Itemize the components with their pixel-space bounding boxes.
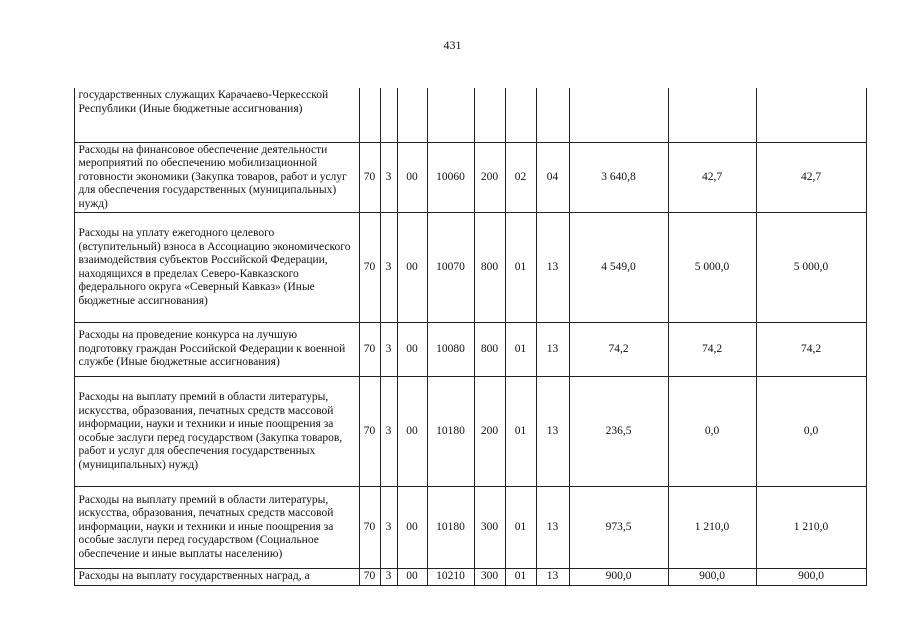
row-cell-c2: 3 xyxy=(380,487,397,569)
row-cell-c3: 00 xyxy=(397,323,427,377)
row-cell-c1: 70 xyxy=(359,569,380,586)
row-cell-v1: 3 640,8 xyxy=(569,142,668,213)
row-cell-c5: 300 xyxy=(474,487,505,569)
row-cell-c1: 70 xyxy=(359,487,380,569)
table-row xyxy=(40,569,866,586)
row-cell-c5: 800 xyxy=(474,323,505,377)
row-cell-v3: 1 210,0 xyxy=(756,487,866,569)
row-cell-c3: 00 xyxy=(397,213,427,323)
row-description: Расходы на уплату ежегодного целевого (вступительный) взноса в Ассоциацию экономического взаимодействия субъектов Российской Федерации, находящихся в пределах Северо-Кавказского федерального округа «Северный Кавказ» (Иные бюджетные ассигнования) xyxy=(74,213,359,323)
row-cell-v2: 5 000,0 xyxy=(668,213,756,323)
row-index-cell xyxy=(40,142,74,213)
row-cell-c3: 00 xyxy=(397,487,427,569)
table-row xyxy=(40,88,866,142)
row-cell-c5: 200 xyxy=(474,142,505,213)
row-cell-c1: 70 xyxy=(359,142,380,213)
page-number: 431 xyxy=(443,38,462,52)
row-cell-c7: 13 xyxy=(536,213,569,323)
row-cell-v3: 900,0 xyxy=(756,569,866,586)
row-cell-c2: 3 xyxy=(380,323,397,377)
row-cell-c7 xyxy=(536,88,569,142)
row-cell-c5: 800 xyxy=(474,213,505,323)
row-cell-c7: 04 xyxy=(536,142,569,213)
row-description: Расходы на выплату премий в области литературы, искусства, образования, печатных средств массовой информации, науки и техники и иные поощрения за особые заслуги перед государством (Закупка товаров, работ и услуг для обеспечения государственных (муниципальных) нужд) xyxy=(74,377,359,487)
row-cell-v2: 0,0 xyxy=(668,377,756,487)
row-cell-c4: 10080 xyxy=(427,323,474,377)
row-cell-c7: 13 xyxy=(536,377,569,487)
row-cell-v1: 4 549,0 xyxy=(569,213,668,323)
row-cell-v2: 74,2 xyxy=(668,323,756,377)
row-index-cell xyxy=(40,569,74,586)
row-cell-v2: 900,0 xyxy=(668,569,756,586)
row-cell-v1: 900,0 xyxy=(569,569,668,586)
row-cell-c4: 10060 xyxy=(427,142,474,213)
row-cell-v3: 0,0 xyxy=(756,377,866,487)
table-row xyxy=(40,323,866,377)
row-cell-v1: 74,2 xyxy=(569,323,668,377)
row-cell-c1: 70 xyxy=(359,377,380,487)
row-index-cell xyxy=(40,213,74,323)
row-cell-c2: 3 xyxy=(380,569,397,586)
row-cell-c5: 300 xyxy=(474,569,505,586)
row-cell-c3: 00 xyxy=(397,569,427,586)
row-cell-c7: 13 xyxy=(536,569,569,586)
row-cell-c6: 01 xyxy=(505,323,536,377)
row-cell-c2 xyxy=(380,88,397,142)
row-cell-v3: 42,7 xyxy=(756,142,866,213)
row-index-cell xyxy=(40,377,74,487)
table-body xyxy=(40,88,866,585)
row-cell-c1 xyxy=(359,88,380,142)
row-cell-c3: 00 xyxy=(397,142,427,213)
row-description: Расходы на выплату государственных наград, а xyxy=(74,569,359,586)
row-cell-c6: 01 xyxy=(505,213,536,323)
row-description: государственных служащих Карачаево-Черкесской Республики (Иные бюджетные ассигнования) xyxy=(74,88,359,142)
row-cell-v2 xyxy=(668,88,756,142)
table-row xyxy=(40,377,866,487)
row-cell-v2: 42,7 xyxy=(668,142,756,213)
row-cell-c2: 3 xyxy=(380,377,397,487)
row-cell-c4 xyxy=(427,88,474,142)
row-index-cell xyxy=(40,323,74,377)
row-description: Расходы на проведение конкурса на лучшую подготовку граждан Российской Федерации к военной службе (Иные бюджетные ассигнования) xyxy=(74,323,359,377)
row-cell-c2: 3 xyxy=(380,142,397,213)
row-cell-c6: 02 xyxy=(505,142,536,213)
row-cell-c3 xyxy=(397,88,427,142)
row-cell-c1: 70 xyxy=(359,323,380,377)
row-cell-c5: 200 xyxy=(474,377,505,487)
row-cell-c4: 10210 xyxy=(427,569,474,586)
row-cell-c3: 00 xyxy=(397,377,427,487)
row-cell-c7: 13 xyxy=(536,487,569,569)
row-cell-v1: 236,5 xyxy=(569,377,668,487)
row-cell-c6 xyxy=(505,88,536,142)
row-cell-c6: 01 xyxy=(505,487,536,569)
budget-table xyxy=(40,88,867,586)
row-description: Расходы на выплату премий в области литературы, искусства, образования, печатных средств массовой информации, науки и техники и иные поощрения за особые заслуги перед государством (Социальное обеспечение и иные выплаты населению) xyxy=(74,487,359,569)
table-row xyxy=(40,142,866,213)
row-index-cell xyxy=(40,88,74,142)
row-cell-c6: 01 xyxy=(505,569,536,586)
row-cell-v3 xyxy=(756,88,866,142)
row-index-cell xyxy=(40,487,74,569)
row-cell-c5 xyxy=(474,88,505,142)
row-cell-v3: 5 000,0 xyxy=(756,213,866,323)
row-description: Расходы на финансовое обеспечение деятельности мероприятий по обеспечению мобилизационной готовности экономики (Закупка товаров, работ и услуг для обеспечения государственных (муниципальных) нужд) xyxy=(74,142,359,213)
row-cell-v1 xyxy=(569,88,668,142)
row-cell-c4: 10070 xyxy=(427,213,474,323)
row-cell-c7: 13 xyxy=(536,323,569,377)
row-cell-c2: 3 xyxy=(380,213,397,323)
table-row xyxy=(40,213,866,323)
row-cell-v2: 1 210,0 xyxy=(668,487,756,569)
row-cell-c1: 70 xyxy=(359,213,380,323)
table-row xyxy=(40,487,866,569)
row-cell-c6: 01 xyxy=(505,377,536,487)
row-cell-v3: 74,2 xyxy=(756,323,866,377)
row-cell-c4: 10180 xyxy=(427,487,474,569)
row-cell-v1: 973,5 xyxy=(569,487,668,569)
row-cell-c4: 10180 xyxy=(427,377,474,487)
